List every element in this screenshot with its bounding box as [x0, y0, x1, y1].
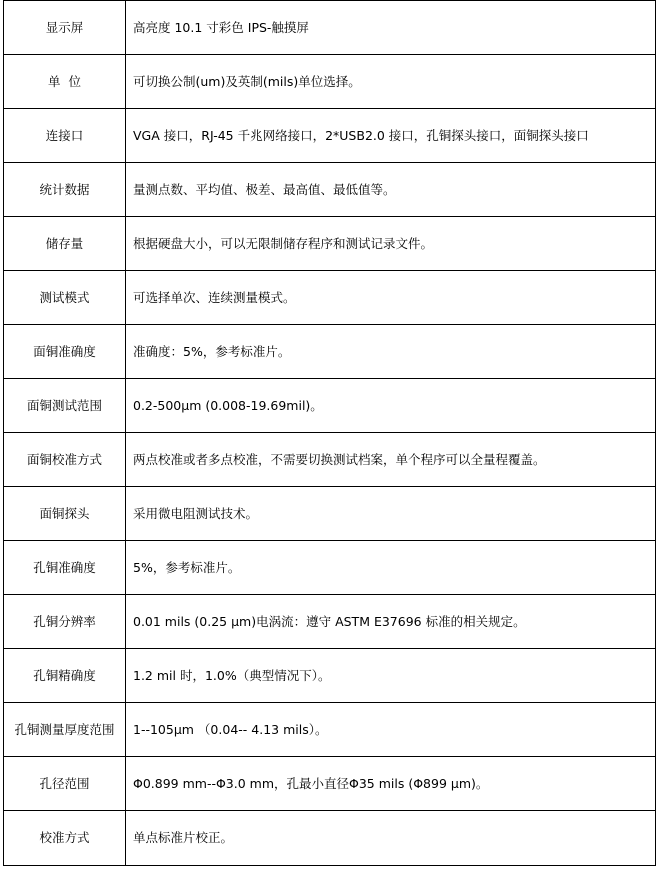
table-row — [4, 379, 656, 433]
spec-label: 测试模式 — [4, 271, 126, 325]
table-row — [4, 325, 656, 379]
table-row — [4, 649, 656, 703]
table-row — [4, 487, 656, 541]
spec-value: 根据硬盘大小，可以无限制储存程序和测试记录文件。 — [126, 217, 656, 271]
spec-label: 孔径范围 — [4, 757, 126, 811]
spec-table — [3, 0, 656, 866]
table-row — [4, 433, 656, 487]
spec-label: 面铜测试范围 — [4, 379, 126, 433]
table-row — [4, 217, 656, 271]
spec-value: 高亮度 10.1 寸彩色 IPS-触摸屏 — [126, 1, 656, 55]
spec-label: 储存量 — [4, 217, 126, 271]
spec-label: 面铜探头 — [4, 487, 126, 541]
spec-value: 5%，参考标准片。 — [126, 541, 656, 595]
spec-value: 0.2-500μm (0.008-19.69mil)。 — [126, 379, 656, 433]
spec-value: 可切换公制(um)及英制(mils)单位选择。 — [126, 55, 656, 109]
spec-label: 单 位 — [4, 55, 126, 109]
spec-value: 1.2 mil 时，1.0%（典型情况下）。 — [126, 649, 656, 703]
spec-value: 0.01 mils (0.25 μm)电涡流：遵守 ASTM E37696 标准的相关规定。 — [126, 595, 656, 649]
spec-label: 显示屏 — [4, 1, 126, 55]
table-row — [4, 55, 656, 109]
spec-label: 面铜校准方式 — [4, 433, 126, 487]
spec-label: 孔铜准确度 — [4, 541, 126, 595]
spec-label: 统计数据 — [4, 163, 126, 217]
spec-value: VGA 接口，RJ-45 千兆网络接口，2*USB2.0 接口，孔铜探头接口，面铜探头接口 — [126, 109, 656, 163]
spec-label: 面铜准确度 — [4, 325, 126, 379]
table-row — [4, 163, 656, 217]
spec-label: 孔铜精确度 — [4, 649, 126, 703]
table-row — [4, 757, 656, 811]
spec-value: 可选择单次、连续测量模式。 — [126, 271, 656, 325]
spec-value: 两点校准或者多点校准，不需要切换测试档案，单个程序可以全量程覆盖。 — [126, 433, 656, 487]
table-row — [4, 703, 656, 757]
table-row — [4, 541, 656, 595]
spec-value: 准确度：5%，参考标准片。 — [126, 325, 656, 379]
spec-value: 采用微电阻测试技术。 — [126, 487, 656, 541]
spec-value: 1--105μm （0.04-- 4.13 mils）。 — [126, 703, 656, 757]
spec-value: 量测点数、平均值、极差、最高值、最低值等。 — [126, 163, 656, 217]
spec-label: 孔铜分辨率 — [4, 595, 126, 649]
spec-label: 校准方式 — [4, 811, 126, 866]
spec-value: Φ0.899 mm--Φ3.0 mm，孔最小直径Φ35 mils (Φ899 μm)。 — [126, 757, 656, 811]
table-row — [4, 109, 656, 163]
spec-value: 单点标准片校正。 — [126, 811, 656, 866]
spec-label: 孔铜测量厚度范围 — [4, 703, 126, 757]
table-row — [4, 1, 656, 55]
table-row — [4, 595, 656, 649]
table-row — [4, 271, 656, 325]
spec-label: 连接口 — [4, 109, 126, 163]
table-row — [4, 811, 656, 866]
